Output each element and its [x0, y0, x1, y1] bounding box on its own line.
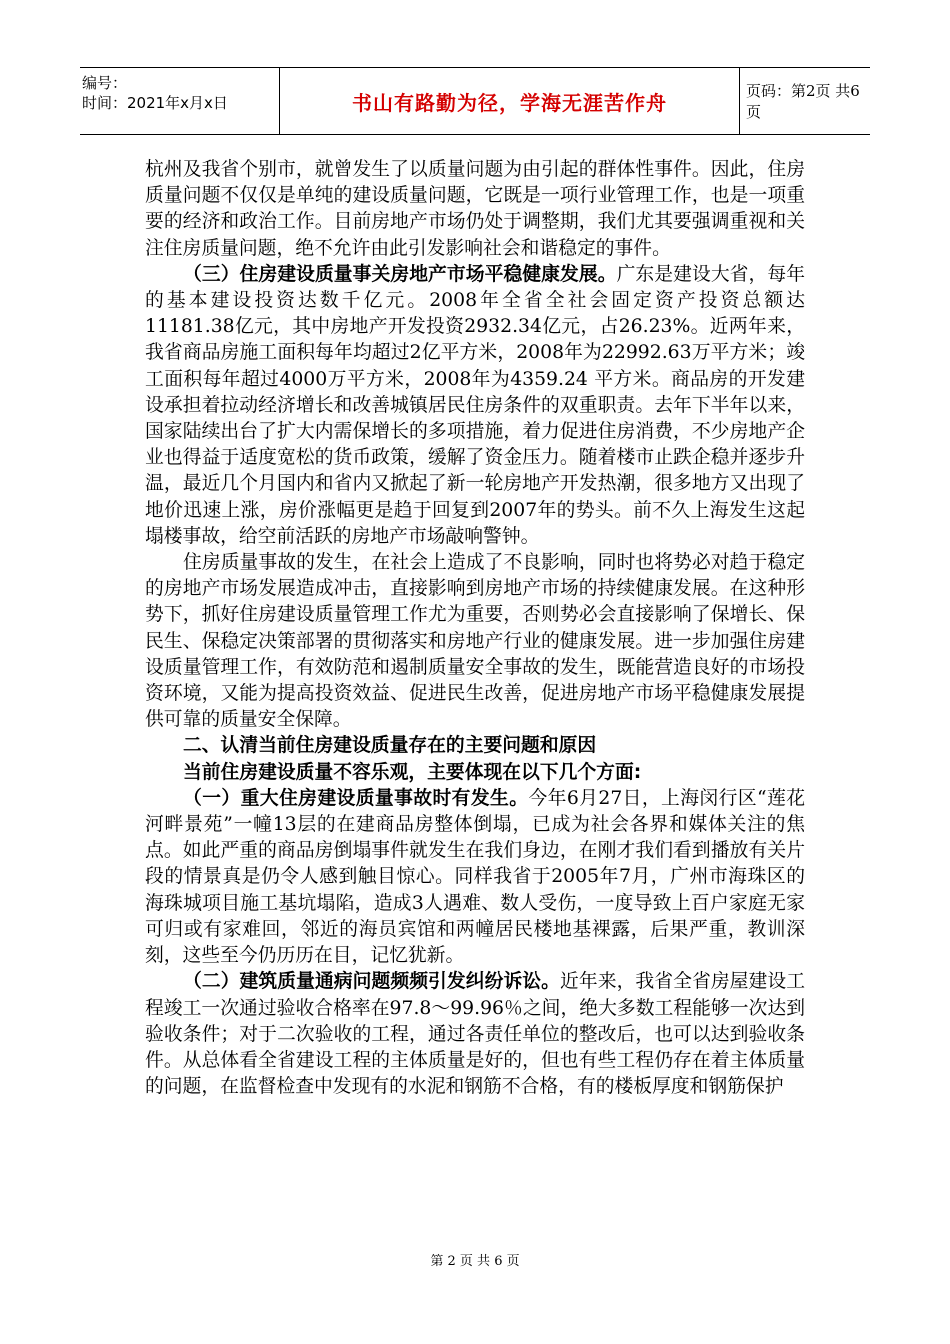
paragraph [145, 760, 805, 786]
paragraph-heading: 当前住房建设质量不容乐观，主要体现在以下几个方面: [183, 761, 642, 783]
paragraph-text: 广东是建设大省，每年的基本建设投资达数千亿元。2008年全省全社会固定资产投资总额达11181.38亿元，其中房地产开发投资2932.34亿元，占26.23%。近两年来，我省商品房施工面积每年均超过2亿平方米，2008年为22992.63万平方米；竣工面积每年超过4000万平方米，2008年为4359.24 平方米。商品房的开发建设承担着拉动经济增长和改善城镇居民住房条件的双重职责。去年下半年以来，国家陆续出台了扩大内需保增长的多项措施，着力促进住房消费，不少房地产企业也得益于适度宽松的货币政策，缓解了资金压力。随着楼市止跌企稳并逐步升温，最近几个月国内和省内又掀起了新一轮房地产开发热潮，很多地方又出现了地价迅速上涨，房价涨幅更是趋于回复到2007年的势头。前不久上海发生这起塌楼事故，给空前活跃的房地产市场敲响警钟。 [145, 263, 805, 547]
paragraph [145, 786, 805, 969]
paragraph [145, 157, 805, 262]
page-footer: 第 2 页 共 6 页 [430, 1254, 520, 1269]
paragraph-heading: （三）住房建设质量事关房地产市场平稳健康发展。 [183, 263, 617, 285]
paragraph-text: 杭州及我省个别市，就曾发生了以质量问题为由引起的群体性事件。因此，住房质量问题不仅仅是单纯的建设质量问题，它既是一项行业管理工作，也是一项重要的经济和政治工作。目前房地产市场仍处于调整期，我们尤其要强调重视和关注住房质量问题，绝不允许由此引发影响社会和谐稳定的事件。 [145, 159, 805, 259]
header-page-cell [740, 68, 870, 134]
header-motto: 书山有路勤为径，学海无涯苦作舟 [352, 90, 667, 115]
header-meta [80, 68, 280, 134]
paragraph-text: 今年6月27日，上海闵行区“莲花河畔景苑”一幢13层的在建商品房整体倒塌，已成为社会各界和媒体关注的焦点。如此严重的商品房倒塌事件就发生在我们身边，在刚才我们看到播放有关片段的情景真是仍令人感到触目惊心。同样我省于2005年7月，广州市海珠区的海珠城项目施工基坑塌陷，造成3人遇难、数人受伤，一度导致上百户家庭无家可归或有家难回，邻近的海员宾馆和两幢居民楼地基裸露，后果严重，教训深刻，这些至今仍历历在目，记忆犹新。 [145, 787, 805, 967]
document-number-label: 编号： [82, 74, 128, 92]
section-heading-text: 二、认清当前住房建设质量存在的主要问题和原因 [183, 735, 597, 757]
document-date-label: 时间：2021年x月x日 [82, 94, 228, 112]
header-page-number: 页码：第2页 共6页 [746, 82, 860, 121]
paragraph-text: 近年来，我省全省房屋建设工程竣工一次通过验收合格率在97.8～99.96％之间，绝大多数工程能够一次达到验收条件；对于二次验收的工程，通过各责任单位的整改后，也可以达到验收条件。从总体看全省建设工程的主体质量是好的，但也有些工程仍存在着主体质量的问题，在监督检查中发现有的水泥和钢筋不合格，有的楼板厚度和钢筋保护 [145, 971, 806, 1098]
section-heading [145, 733, 805, 759]
header-motto-cell [280, 68, 740, 134]
paragraph [145, 550, 805, 733]
paragraph-heading: （二）建筑质量通病问题频频引发纠纷诉讼。 [183, 971, 561, 993]
document-body [145, 157, 805, 1100]
page-header [80, 67, 870, 135]
paragraph [145, 969, 805, 1100]
paragraph [145, 262, 805, 550]
paragraph-heading: （一）重大住房建设质量事故时有发生。 [183, 787, 529, 809]
paragraph-text: 住房质量事故的发生，在社会上造成了不良影响，同时也将势必对趋于稳定的房地产市场发展造成冲击，直接影响到房地产市场的持续健康发展。在这种形势下，抓好住房建设质量管理工作尤为重要，否则势必会直接影响了保增长、保民生、保稳定决策部署的贯彻落实和房地产行业的健康发展。进一步加强住房建设质量管理工作，有效防范和遏制质量安全事故的发生，既能营造良好的市场投资环境，又能为提高投资效益、促进民生改善，促进房地产市场平稳健康发展提供可靠的质量安全保障。 [145, 552, 805, 731]
